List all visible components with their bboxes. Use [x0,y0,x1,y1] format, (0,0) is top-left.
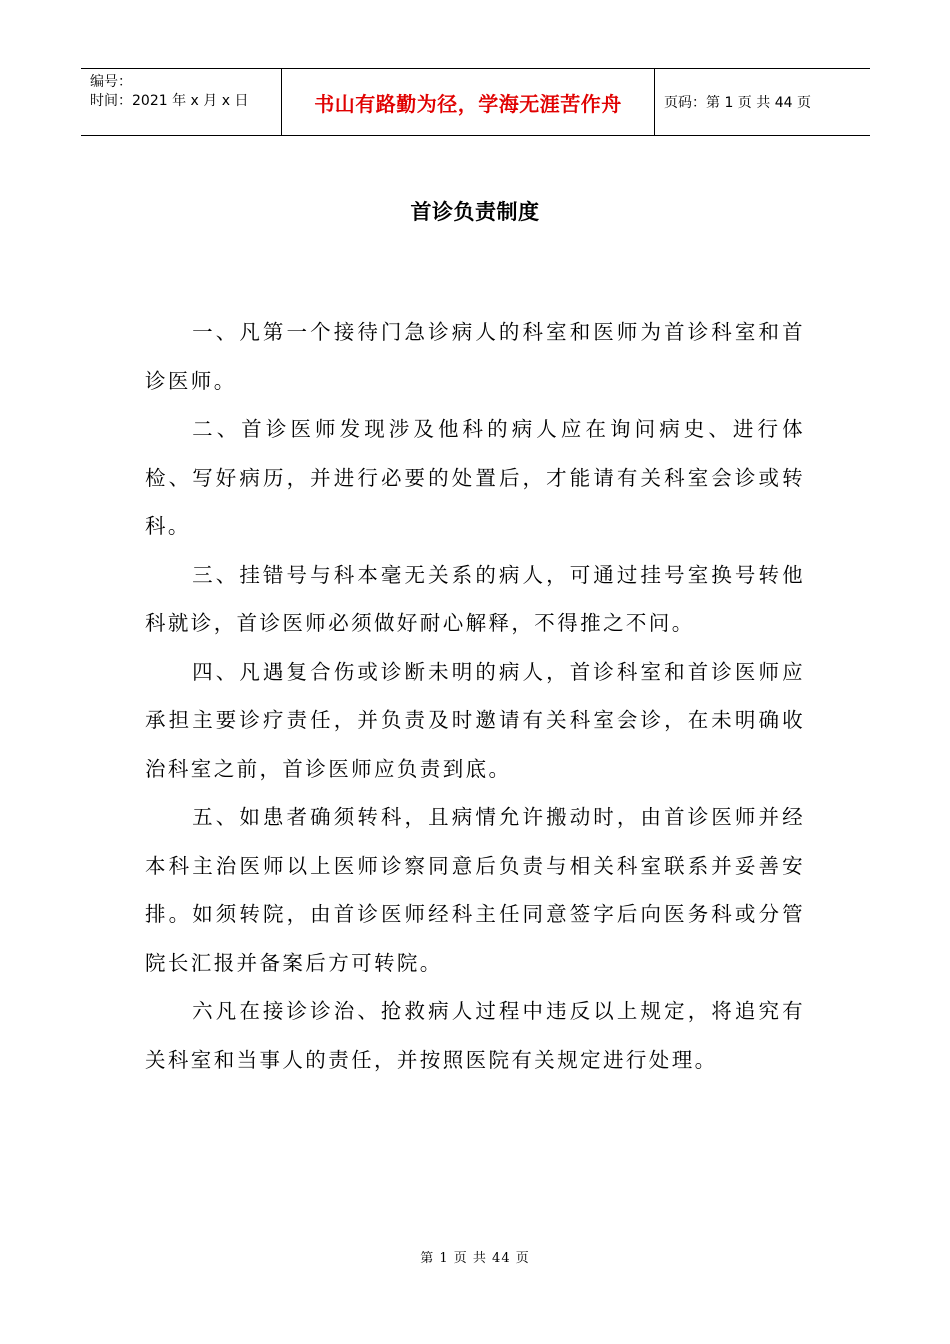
paragraph-2: 二、首诊医师发现涉及他科的病人应在询问病史、进行体检、写好病历，并进行必要的处置后，才能请有关科室会诊或转科。 [145,417,805,538]
document-header [81,68,870,136]
date-line: 时间：2021 年 x 月 x 日 [90,93,249,109]
paragraph-1: 一、凡第一个接待门急诊病人的科室和医师为首诊科室和首诊医师。 [145,320,805,393]
document-title: 首诊负责制度 [410,200,540,224]
page-footer: 第 1 页 共 44 页 [420,1251,530,1266]
document-body [145,308,805,1084]
paragraph-4: 四、凡遇复合伤或诊断未明的病人，首诊科室和首诊医师应承担主要诊疗责任，并负责及时邀请有关科室会诊，在未明确收治科室之前，首诊医师应负责到底。 [145,659,805,781]
header-page-info: 页码：第 1 页 共 44 页 [664,95,811,111]
paragraph-5: 五、如患者确须转科，且病情允许搬动时，由首诊医师并经本科主治医师以上医师诊察同意后负责与相关科室联系并妥善安排。如须转院，由首诊医师经科主任同意签字后向医务科或分管院长汇报并备案后方可转院。 [145,805,805,975]
serial-number-label: 编号： [90,74,132,90]
header-motto: 书山有路勤为径，学海无涯苦作舟 [282,69,655,135]
paragraph-3: 三、挂错号与科本毫无关系的病人，可通过挂号室换号转他科就诊，首诊医师必须做好耐心解释，不得推之不问。 [145,562,805,635]
paragraph-6: 六凡在接诊诊治、抢救病人过程中违反以上规定，将追究有关科室和当事人的责任，并按照医院有关规定进行处理。 [145,999,805,1072]
header-meta [81,69,282,135]
